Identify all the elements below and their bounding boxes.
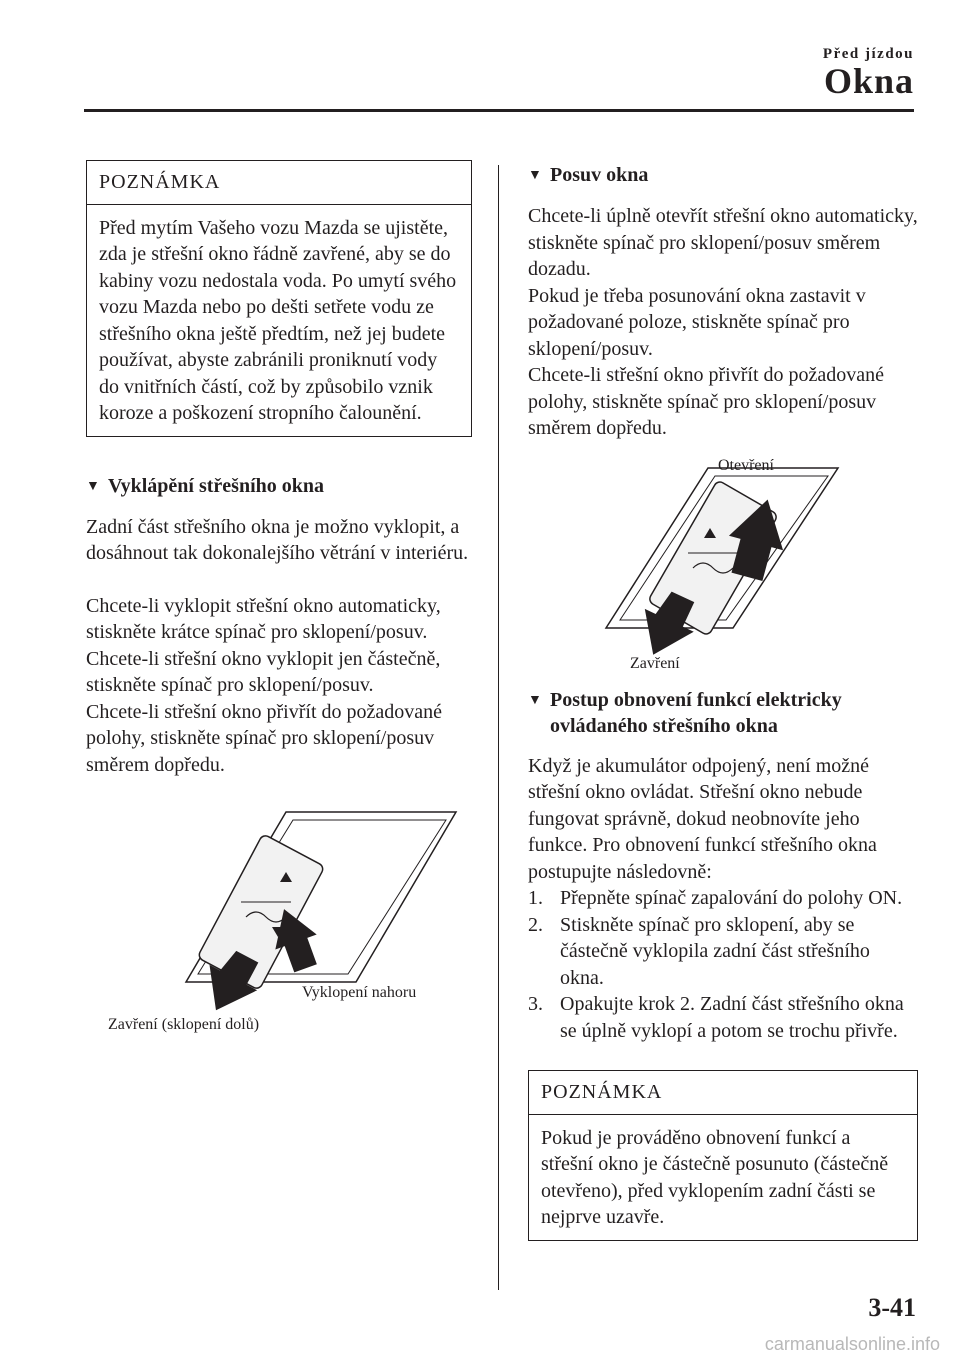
triangle-icon: ▼ xyxy=(86,478,100,494)
figure-label: Zavření (sklopení dolů) xyxy=(108,1016,260,1033)
triangle-icon: ▼ xyxy=(528,168,542,183)
restore-heading: ▼ Postup obnovení funkcí elektricky ovládaného střešního okna xyxy=(528,688,842,737)
note-body: Pokud je prováděno obnovení funkcí a střešní okno je částečně posunuto (částečně otevřeno), před vyklopením zadní části se nejprve uzavře. xyxy=(541,1126,889,1228)
tilt-paragraph: Chcete-li střešní okno přivřít do požadované polohy, stiskněte spínač pro sklopení/posuv směrem dopředu. xyxy=(86,700,443,776)
note-title: POZNÁMKA xyxy=(529,1071,917,1115)
list-item: 3. Opakujte krok 2. Zadní část střešního okna se úplně vyklopí a potom se trochu přivře. xyxy=(528,993,904,1042)
list-item: 2. Stiskněte spínač pro sklopení, aby se částečně vyklopila zadní část střešního okna. xyxy=(528,913,870,989)
slide-heading: ▼ Posuv okna xyxy=(528,162,918,189)
column-divider xyxy=(498,165,499,1290)
tilt-paragraph: Zadní část střešního okna je možno vyklopit, a dosáhnout tak dokonalejšího větrání v interiéru. xyxy=(86,515,469,564)
list-item: 1. Přepněte spínač zapalování do polohy ON. xyxy=(528,887,903,909)
figure-label: Zavření xyxy=(630,654,680,672)
right-column xyxy=(528,160,918,1241)
figure-label: Otevření xyxy=(718,456,774,474)
slide-paragraph: Chcete-li střešní okno přivřít do požadované polohy, stiskněte spínač pro sklopení/posuv směrem dopředu. xyxy=(528,364,885,439)
note-body: Před mytím Vašeho vozu Mazda se ujistěte, zda je střešní okno řádně zavřené, aby se do kabiny vozu nedostala voda. Po umytí svého vozu Mazda nebo po dešti setřete vodu ze střešního okna ještě předtím, než jej budete používat, abyste zabránili proniknutí vody do vnitřních částí, což by způsobilo vznik koroze a poškození stropního čalounění. xyxy=(99,216,457,424)
triangle-icon: ▼ xyxy=(528,692,542,708)
page-title: Okna xyxy=(823,61,914,101)
slide-paragraph: Chcete-li úplně otevřít střešní okno automaticky, stiskněte spínač pro sklopení/posuv směrem dozadu. xyxy=(528,205,918,280)
note-box xyxy=(86,160,472,437)
header-rule xyxy=(84,109,914,112)
tilt-switch-figure xyxy=(86,792,472,1032)
note-box xyxy=(528,1070,918,1241)
slide-switch-figure xyxy=(528,448,918,673)
left-column xyxy=(86,160,472,1032)
watermark: carmanualsonline.info xyxy=(764,1334,940,1354)
page-number: 3-41 xyxy=(868,1293,916,1322)
restore-steps xyxy=(528,885,918,1044)
note-title: POZNÁMKA xyxy=(87,161,471,205)
tilt-paragraph: Chcete-li vyklopit střešní okno automaticky, stiskněte krátce spínač pro sklopení/posuv. xyxy=(86,594,441,643)
tilt-paragraph: Chcete-li střešní okno vyklopit jen částečně, stiskněte spínač pro sklopení/posuv. xyxy=(86,647,441,696)
figure-label: Vyklopení nahoru xyxy=(302,984,417,1001)
tilt-heading: ▼ Vyklápění střešního okna xyxy=(86,473,472,500)
slide-switch-illustration xyxy=(528,448,918,673)
restore-intro: Když je akumulátor odpojený, není možné střešní okno ovládat. Střešní okno nebude fungovat správně, dokud neobnovíte jeho funkce. Pro obnovení funkcí střešního okna postupujte následovně: xyxy=(528,754,877,883)
slide-paragraph: Pokud je třeba posunování okna zastavit v požadované poloze, stiskněte spínač pro sklopení/posuv. xyxy=(528,284,866,360)
section-name: Před jízdou xyxy=(822,46,914,62)
